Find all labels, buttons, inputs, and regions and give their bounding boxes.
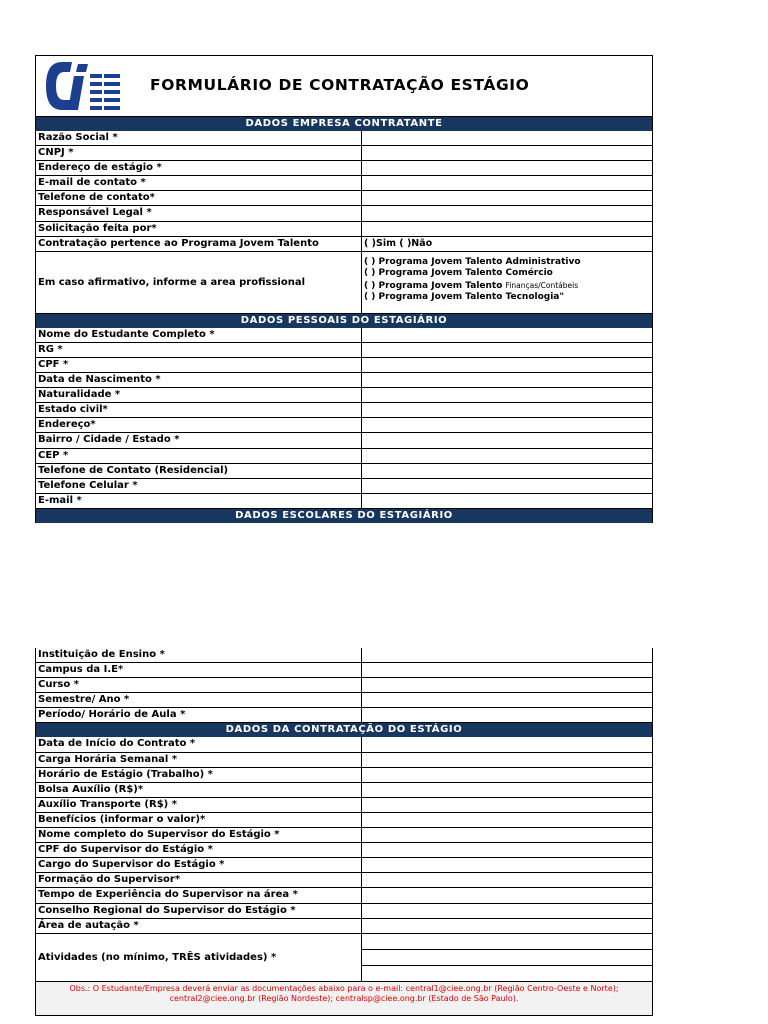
field-input[interactable] [362,813,652,827]
field-input[interactable] [362,858,652,872]
field-label: Data de Nascimento * [36,373,362,387]
field-input[interactable] [362,737,652,751]
field-label: Atividades (no mínimo, TRÊS atividades) * [36,934,362,981]
field-row[interactable] [36,858,652,873]
field-label: Endereço* [36,418,362,432]
section-header-empresa: DADOS EMPRESA CONTRATANTE [36,117,652,131]
option-comercio[interactable]: ( ) Programa Jovem Talento Comércio [364,268,553,279]
field-row[interactable] [36,919,652,934]
field-row[interactable] [36,388,652,403]
field-label: Área de autação * [36,919,362,933]
field-row[interactable] [36,828,652,843]
field-row[interactable] [36,753,652,768]
field-label: Responsável Legal * [36,206,362,220]
field-row[interactable] [36,464,652,479]
field-input[interactable] [362,828,652,842]
field-label: Naturalidade * [36,388,362,402]
field-label: Cargo do Supervisor do Estágio * [36,858,362,872]
field-row[interactable] [36,888,652,903]
field-input[interactable] [362,176,652,190]
field-label: Razão Social * [36,131,362,145]
field-label: Formação do Supervisor* [36,873,362,887]
option-tecnologia[interactable]: ( ) Programa Jovem Talento Tecnologia" [364,292,565,303]
option-administrativo[interactable]: ( ) Programa Jovem Talento Administrativo [364,256,581,267]
field-input[interactable] [362,191,652,205]
field-label: Período/ Horário de Aula * [36,708,362,722]
field-row[interactable] [36,206,652,221]
field-row[interactable] [36,131,652,146]
field-label: Em caso afirmativo, informe a area profissional [36,252,362,313]
field-input[interactable] [362,663,652,677]
field-input[interactable] [362,873,652,887]
form-header [36,56,652,117]
field-row[interactable] [36,222,652,237]
area-options[interactable] [362,252,652,313]
field-label: CPF * [36,358,362,372]
field-label: Data de Início do Contrato * [36,737,362,751]
field-input[interactable] [362,464,652,478]
field-label: E-mail de contato * [36,176,362,190]
option-financas[interactable] [364,280,652,293]
field-label: Carga Horária Semanal * [36,753,362,767]
field-label: CPF do Supervisor do Estágio * [36,843,362,857]
option-financas-suffix: Finanças/Contábeis [505,280,579,290]
field-input[interactable] [362,678,652,692]
field-label: E-mail * [36,494,362,508]
field-label: Horário de Estágio (Trabalho) * [36,768,362,782]
field-row[interactable] [36,328,652,343]
field-label: Curso * [36,678,362,692]
field-row[interactable] [36,358,652,373]
field-input[interactable] [362,888,652,902]
field-label: Nome do Estudante Completo * [36,328,362,342]
field-input[interactable] [362,479,652,493]
field-input[interactable] [362,161,652,175]
field-label: Tempo de Experiência do Supervisor na área * [36,888,362,902]
field-input[interactable] [362,388,652,402]
field-input[interactable] [362,131,652,145]
field-label: Semestre/ Ano * [36,693,362,707]
option-financas-label: ( ) Programa Jovem Talento [364,280,506,291]
field-label: Estado civil* [36,403,362,417]
field-row[interactable] [36,161,652,176]
field-input[interactable] [362,222,652,236]
field-label: Telefone Celular * [36,479,362,493]
field-input[interactable] [362,206,652,220]
field-label: Bairro / Cidade / Estado * [36,433,362,447]
field-input[interactable] [362,783,652,797]
field-row[interactable] [36,783,652,798]
field-input[interactable] [362,449,652,463]
field-row[interactable] [36,176,652,191]
field-input[interactable] [362,146,652,160]
field-input[interactable] [362,843,652,857]
field-input[interactable] [362,494,652,508]
field-row[interactable] [36,373,652,388]
field-input[interactable] [362,693,652,707]
field-input[interactable] [362,648,652,662]
field-row[interactable] [36,798,652,813]
field-label: Contratação pertence ao Programa Jovem Talento [36,237,362,251]
field-label: RG * [36,343,362,357]
field-input[interactable] [362,418,652,432]
field-row[interactable] [36,191,652,206]
field-label: Instituição de Ensino * [36,648,362,662]
form-page-1 [35,55,653,523]
field-label: Solicitação feita por* [36,222,362,236]
field-row[interactable] [36,663,652,678]
field-row[interactable] [36,494,652,509]
field-row[interactable] [36,343,652,358]
field-row[interactable] [36,813,652,828]
atividade-input-1[interactable] [362,934,652,950]
field-row[interactable] [36,708,652,723]
field-row[interactable] [36,768,652,783]
field-label: Nome completo do Supervisor do Estágio * [36,828,362,842]
field-input[interactable] [362,919,652,933]
field-row[interactable] [36,648,652,663]
field-label: Auxílio Transporte (R$) * [36,798,362,812]
atividade-input-3[interactable] [362,966,652,981]
field-row[interactable] [36,693,652,708]
field-label: CEP * [36,449,362,463]
field-input[interactable] [362,328,652,342]
form-title: FORMULÁRIO DE CONTRATAÇÃO ESTÁGIO [150,76,530,94]
form-page-2 [35,648,653,1016]
field-row-area-profissional[interactable] [36,252,652,314]
field-label: Endereço de estágio * [36,161,362,175]
field-label: Telefone de Contato (Residencial) [36,464,362,478]
field-row[interactable] [36,433,652,448]
obs-note: Obs.: O Estudante/Empresa deverá enviar as documentações abaixo para o e-mail: central1@ciee.ong.br (Região Centro-Oeste e Norte); central2@ciee.ong.br (Região Nordeste); centralsp@ciee.ong.br (Estado de São Paulo). [36,982,652,1016]
field-row[interactable] [36,479,652,494]
section-header-escolares: DADOS ESCOLARES DO ESTAGIÁRIO [36,509,652,523]
field-input[interactable] [362,403,652,417]
field-row[interactable] [36,449,652,464]
field-input[interactable] [362,708,652,722]
ciee-logo [42,60,124,112]
atividades-inputs[interactable] [362,934,652,981]
field-row-jovem-talento[interactable] [36,237,652,252]
field-row[interactable] [36,904,652,919]
section-header-pessoais: DADOS PESSOAIS DO ESTAGIÁRIO [36,314,652,328]
field-label: CNPJ * [36,146,362,160]
field-row[interactable] [36,737,652,752]
field-row[interactable] [36,403,652,418]
field-input[interactable] [362,343,652,357]
field-input[interactable] [362,358,652,372]
atividade-input-2[interactable] [362,950,652,966]
field-input[interactable] [362,433,652,447]
field-row[interactable] [36,678,652,693]
sim-nao-choice[interactable]: ( )Sim ( )Não [364,237,433,249]
field-label: Campus da I.E* [36,663,362,677]
field-row[interactable] [36,418,652,433]
field-label: Bolsa Auxílio (R$)* [36,783,362,797]
field-row-atividades[interactable] [36,934,652,982]
field-row[interactable] [36,873,652,888]
field-input[interactable] [362,798,652,812]
field-row[interactable] [36,843,652,858]
field-input[interactable] [362,904,652,918]
field-label: Benefícios (informar o valor)* [36,813,362,827]
field-input[interactable] [362,768,652,782]
field-row[interactable] [36,146,652,161]
field-input[interactable] [362,753,652,767]
field-input[interactable] [362,373,652,387]
field-label: Telefone de contato* [36,191,362,205]
section-header-contratacao: DADOS DA CONTRATAÇÃO DO ESTÁGIO [36,723,652,737]
field-label: Conselho Regional do Supervisor do Estágio * [36,904,362,918]
